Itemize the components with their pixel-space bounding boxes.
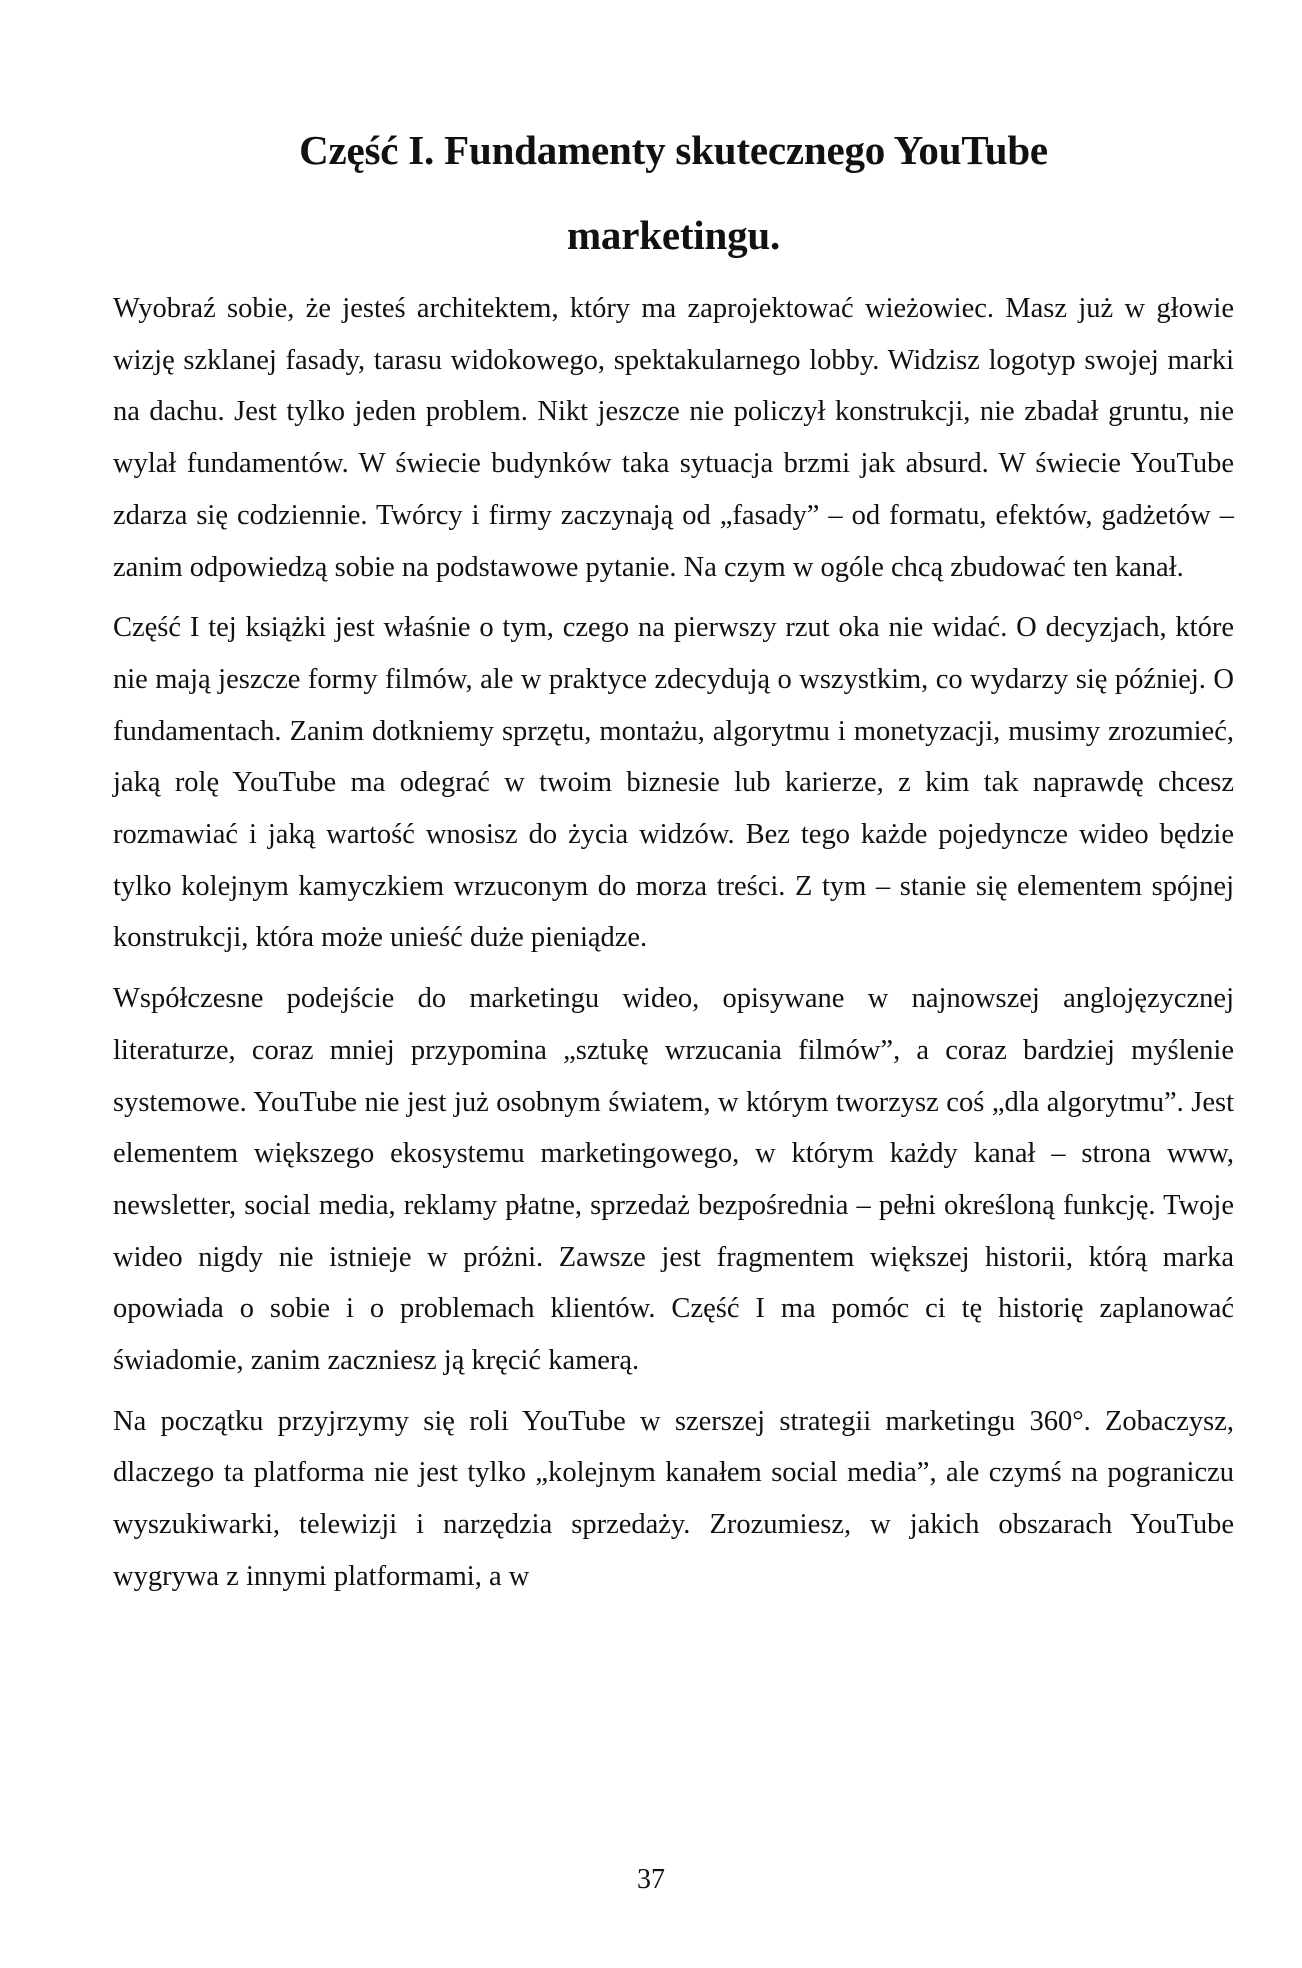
chapter-title-line-1: Część I. Fundamenty skutecznego YouTube bbox=[299, 127, 1048, 173]
paragraph-1: Wyobraź sobie, że jesteś architektem, który ma zaprojektować wieżowiec. Masz już w głowie wizję szklanej fasady, tarasu widokowego, spektakularnego lobby. Widzisz logotyp swojej marki na dachu. Jest tylko jeden problem. Nikt jeszcze nie policzył konstrukcji, nie zbadał gruntu, nie wylał fundamentów. W świecie budynków taka sytuacja brzmi jak absurd. W świecie YouTube zdarza się codziennie. Twórcy i firmy zaczynają od „fasady” – od formatu, efektów, gadżetów – zanim odpowiedzą sobie na podstawowe pytanie. Na czym w ogóle chcą zbudować ten kanał. bbox=[113, 293, 1234, 583]
paragraph-2: Część I tej książki jest właśnie o tym, czego na pierwszy rzut oka nie widać. O decyzjach, które nie mają jeszcze formy filmów, ale w praktyce zdecydują o wszystkim, co wydarzy się później. O fundamentach. Zanim dotkniemy sprzętu, montażu, algorytmu i monetyzacji, musimy zrozumieć, jaką rolę YouTube ma odegrać w twoim biznesie lub karierze, z kim tak naprawdę chcesz rozmawiać i jaką wartość wnosisz do życia widzów. Bez tego każde pojedyncze wideo będzie tylko kolejnym kamyczkiem wrzuconym do morza treści. Z tym – stanie się elementem spójnej konstrukcji, która może unieść duże pieniądze. bbox=[113, 612, 1234, 954]
chapter-title bbox=[113, 108, 1234, 278]
page-number: 37 bbox=[637, 1864, 665, 1895]
body-text bbox=[113, 283, 1234, 1612]
paragraph-4: Na początku przyjrzymy się roli YouTube w szerszej strategii marketingu 360°. Zobaczysz, dlaczego ta platforma nie jest tylko „kolejnym kanałem social media”, ale czymś na pograniczu wyszukiwarki, telewizji i narzędzia sprzedaży. Zrozumiesz, w jakich obszarach YouTube wygrywa z innymi platformami, a w bbox=[113, 1405, 1234, 1592]
chapter-title-line-2: marketingu. bbox=[566, 212, 781, 258]
paragraph-3: Współczesne podejście do marketingu wideo, opisywane w najnowszej anglojęzycznej literaturze, coraz mniej przypomina „sztukę wrzucania filmów”, a coraz bardziej myślenie systemowe. YouTube nie jest już osobnym światem, w którym tworzysz coś „dla algorytmu”. Jest elementem większego ekosystemu marketingowego, w którym każdy kanał – strona www, newsletter, social media, reklamy płatne, sprzedaż bezpośrednia – pełni określoną funkcję. Twoje wideo nigdy nie istnieje w próżni. Zawsze jest fragmentem większej historii, którą marka opowiada o sobie i o problemach klientów. Część I ma pomóc ci tę historię zaplanować świadomie, zanim zaczniesz ją kręcić kamerą. bbox=[113, 983, 1234, 1377]
